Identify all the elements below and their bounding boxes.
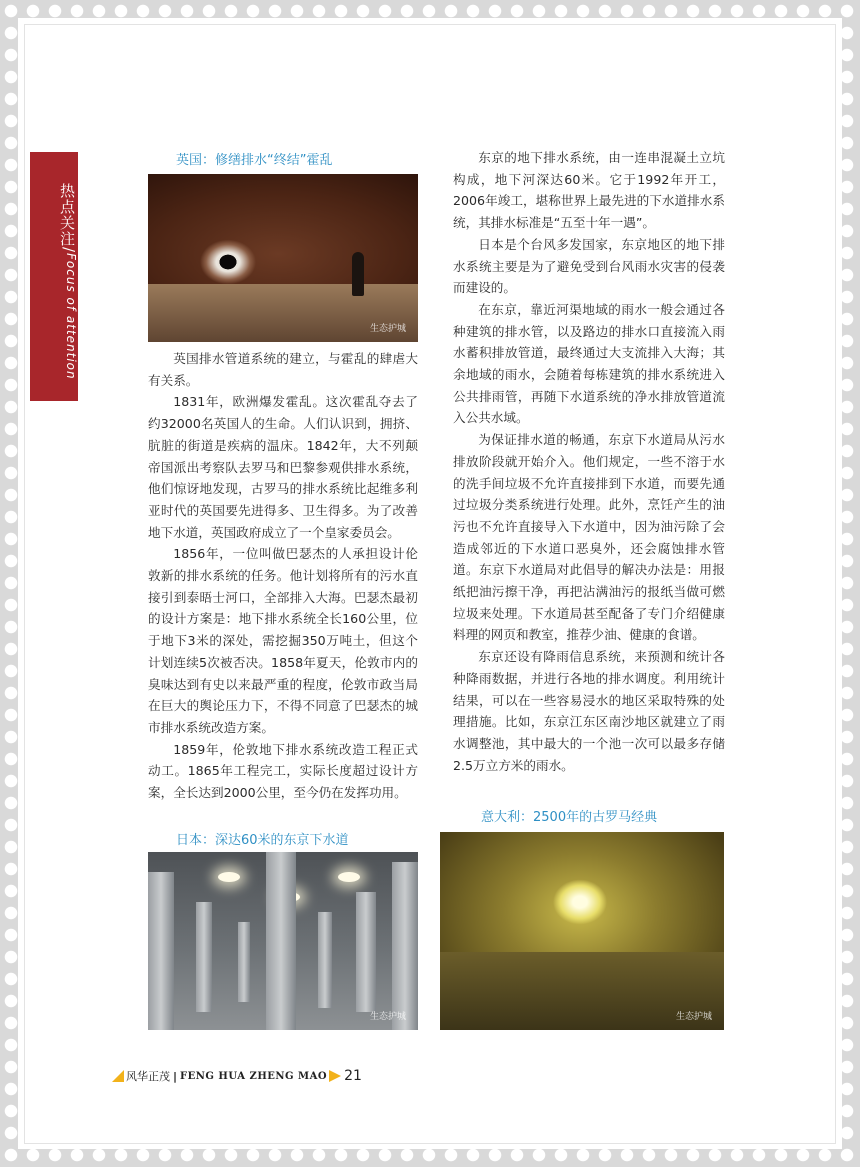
paragraph: 1859年，伦敦地下排水系统改造工程正式动工。1865年工程完工，实际长度超过设计方案，全长达到2000公里，至今仍在发挥功用。 [148,741,418,801]
triangle-icon [112,1070,124,1082]
watermark: 生态护城 [369,1012,406,1022]
section-tab-cn: 热点关注 [58,183,76,248]
article-column-left [148,348,418,804]
watermark: 生态护城 [369,324,406,334]
paragraph: 为保证排水道的畅通，东京下水道局从污水排放阶段就开始介入。他们规定，一些不溶于水的洗手间垃圾不允许直接排到下水道，而要先通过垃圾分类系统进行处理。此外，烹饪产生的油污也不允许直接导入下水道中，因为油污除了会造成邻近的下水道口恶臭外，还会腐蚀排水管道。东京下水道局对此倡导的解决办法是：用报纸把油污擦干净，再把沾满油污的报纸当做可燃垃圾来处理。下水道局甚至配备了专门介绍健康料理的网页和教室，推荐少油、健康的食谱。 [453,432,725,643]
footer-separator: | [173,1069,178,1083]
caption-japan: 日本：深达60米的东京下水道 [176,833,349,848]
pillar [266,852,296,1030]
pillar [356,892,376,1012]
paragraph: 东京的地下排水系统，由一连串混凝土立坑构成，地下河深达60米。它于1992年开工，2006年竣工，堪称世界上最先进的下水道排水系统，其排水标准是“五至十年一遇”。 [453,150,725,231]
worker-figure [352,252,364,296]
photo-rome-sewer [440,832,724,1030]
section-tab-en: Focus of attention [64,253,78,380]
photo-uk-sewer [148,174,418,342]
paragraph: 1856年，一位叫做巴瑟杰的人承担设计伦敦新的排水系统的任务。他计划将所有的污水直接引到泰晤士河口，全部排入大海。巴瑟杰最初的设计方案是：地下排水系统全长160公里，位于地下3米的深处，需挖掘350万吨土，但这个计划连续5次被否决。1858年夏天，伦敦市内的臭味达到有史以来最严重的程度，伦敦市政当局在巨大的舆论压力下，不得不同意了巴瑟杰的城市排水系统改造方案。 [148,546,418,735]
paragraph: 英国排水管道系统的建立，与霍乱的肆虐大有关系。 [148,351,418,388]
page-number: 21 [344,1068,362,1084]
pillar [238,922,250,1002]
paragraph: 东京还设有降雨信息系统，来预测和统计各种降雨数据，并进行各地的排水调度。利用统计结果，可以在一些容易浸水的地区采取特殊的处理措施。比如，东京江东区南沙地区就建立了雨水调整池，其中最大的一个池一次可以最多存储2.5万立方米的雨水。 [453,649,725,773]
pillar [148,872,174,1030]
section-tab [30,152,78,401]
photo-tokyo-sewer [148,852,418,1030]
paragraph: 1831年，欧洲爆发霍乱。这次霍乱夺去了约32000名英国人的生命。人们认识到，拥挤、肮脏的街道是疾病的温床。1842年，大不列颠帝国派出考察队去罗马和巴黎参观供排水系统，他们惊讶地发现，古罗马的排水系统比起维多利亚时代的英国要先进得多、卫生得多。为了改善地下水道，英国政府成立了一个皇家委员会。 [148,394,418,540]
section-tab-slash: / [60,247,78,254]
pillar [318,912,332,1008]
paragraph: 在东京，靠近河渠地域的雨水一般会通过各种建筑的排水管，以及路边的排水口直接流入雨水蓄积排放管道，最终通过大支流排入大海；其余地域的雨水，会随着每栋建筑的排水系统进入公共排雨管，再随下水道系统的净水排放管道流入公共水域。 [453,301,725,426]
paragraph: 日本是个台风多发国家，东京地区的地下排水系统主要是为了避免受到台风雨水灾害的侵袭而建设的。 [453,236,725,296]
footer-brand-cn: 风华正茂 [126,1070,170,1083]
pillar [392,862,418,1030]
ceiling-light [218,872,240,882]
watermark: 生态护城 [675,1012,712,1022]
caption-uk: 英国：修缮排水“终结”霍乱 [176,153,333,168]
page-footer [112,1068,362,1084]
caption-italy: 意大利：2500年的古罗马经典 [481,810,658,825]
article-column-right [453,147,725,776]
ceiling-light [338,872,360,882]
footer-brand-en: FENG HUA ZHENG MAO [180,1070,328,1082]
triangle-icon [329,1070,341,1082]
pillar [196,902,212,1012]
